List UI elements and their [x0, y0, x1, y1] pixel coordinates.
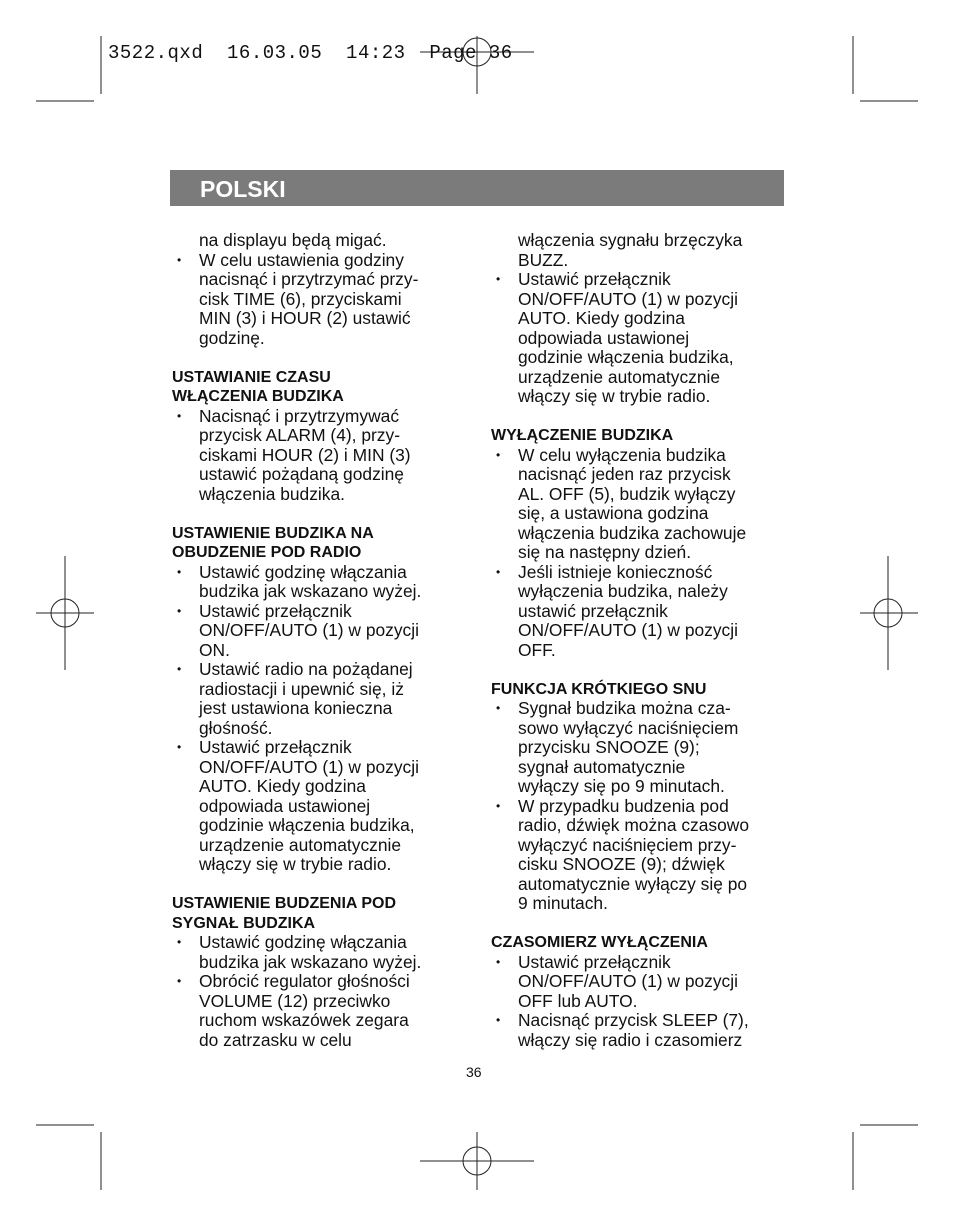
list-item	[491, 446, 783, 563]
bullet-icon: •	[177, 740, 182, 754]
bullet-list	[172, 563, 462, 875]
page-number: 36	[466, 1064, 482, 1080]
list-item	[172, 251, 462, 349]
intro-text: na displayu będą migać.	[199, 230, 387, 250]
section-heading: FUNKCJA KRÓTKIEGO SNU	[491, 680, 707, 698]
list-item	[491, 1011, 783, 1050]
list-item	[172, 407, 462, 505]
right-column	[491, 231, 783, 1050]
bullet-icon: •	[177, 408, 182, 423]
bullet-icon: •	[177, 603, 182, 618]
intro-text: włączenia sygnału brzęczyka BUZZ.	[518, 230, 743, 270]
bullet-icon: •	[177, 974, 182, 988]
registration-mark-right	[860, 556, 918, 670]
list-item-text: Nacisnąć przycisk SLEEP (7), włączy się radio i czasomierz	[518, 1010, 749, 1050]
list-item-text: Ustawić przełącznik ON/OFF/AUTO (1) w pozycji AUTO. Kiedy godzina odpowiada ustawionej godzinie włączenia budzika, urządzenie automatycznie włączy się w trybie radio.	[199, 737, 419, 874]
list-item-text: W celu ustawienia godziny nacisnąć i przytrzymać przy- cisk TIME (6), przyciskami MIN (3) i HOUR (2) ustawić godzinę.	[199, 249, 419, 348]
bullet-list	[172, 251, 462, 349]
bullet-icon: •	[496, 447, 501, 462]
bullet-icon: •	[496, 798, 501, 813]
registration-mark-bottom	[420, 1132, 534, 1190]
list-item-text: Obrócić regulator głośności VOLUME (12) przeciwko ruchom wskazówek zegara do zatrzasku w celu	[199, 971, 410, 1050]
list-item	[491, 270, 783, 407]
banner-title: POLSKI	[200, 176, 286, 202]
registration-mark-left	[36, 556, 94, 670]
list-item	[172, 972, 462, 1050]
list-item	[491, 953, 783, 1012]
section-heading: CZASOMIERZ WYŁĄCZENIA	[491, 934, 708, 951]
bullet-icon: •	[177, 252, 182, 267]
file-slug: 3522.qxd 16.03.05 14:23 Page 36	[108, 42, 513, 64]
list-item-text: Ustawić przełącznik ON/OFF/AUTO (1) w pozycji OFF lub AUTO.	[518, 951, 738, 1011]
bullet-icon: •	[496, 272, 501, 286]
bullet-icon: •	[496, 1013, 501, 1027]
list-item-text: Ustawić godzinę włączania budzika jak wskazano wyżej.	[199, 561, 422, 601]
bullet-list	[491, 953, 783, 1051]
section-heading: USTAWIENIE BUDZENIA POD SYGNAŁ BUDZIKA	[172, 895, 397, 932]
list-item-text: Jeśli istnieje konieczność wyłączenia budzika, należy ustawić przełącznik ON/OFF/AUTO (1) w pozycji OFF.	[518, 561, 738, 660]
bullet-list	[491, 446, 783, 661]
section-heading: USTAWIANIE CZASU WŁĄCZENIA BUDZIKA	[172, 368, 344, 405]
list-item-text: Ustawić przełącznik ON/OFF/AUTO (1) w pozycji ON.	[199, 600, 419, 660]
list-item	[172, 738, 462, 875]
bullet-icon: •	[496, 564, 501, 579]
bullet-list	[172, 407, 462, 505]
list-item	[491, 563, 783, 661]
list-item	[172, 602, 462, 661]
language-banner	[170, 170, 784, 206]
list-item	[172, 563, 462, 602]
list-item-text: Nacisnąć i przytrzymywać przycisk ALARM (4), przy- ciskami HOUR (2) i MIN (3) ustawić pożądaną godzinę włączenia budzika.	[199, 405, 411, 504]
bullet-list	[491, 699, 783, 914]
list-item-text: Sygnał budzika można cza- sowo wyłączyć naciśnięciem przycisku SNOOZE (9); sygnał automatycznie wyłączy się po 9 minutach.	[518, 698, 739, 796]
bullet-list	[491, 270, 783, 407]
section-heading: WYŁĄCZENIE BUDZIKA	[491, 427, 674, 444]
list-item-text: Ustawić godzinę włączania budzika jak wskazano wyżej.	[199, 932, 422, 972]
bullet-icon: •	[496, 954, 501, 969]
list-item	[491, 797, 783, 914]
bullet-list	[172, 933, 462, 1050]
list-item	[172, 660, 462, 738]
bullet-icon: •	[177, 564, 182, 579]
bullet-icon: •	[496, 701, 501, 715]
section-heading: USTAWIENIE BUDZIKA NA OBUDZENIE POD RADIO	[172, 524, 374, 561]
list-item	[172, 933, 462, 972]
list-item	[491, 699, 783, 797]
left-column	[172, 231, 462, 1050]
list-item-text: W przypadku budzenia pod radio, dźwięk można czasowo wyłączyć naciśnięciem przy- cisku SNOOZE (9); dźwięk automatycznie wyłączy się po 9 minutach.	[518, 795, 750, 913]
list-item-text: Ustawić przełącznik ON/OFF/AUTO (1) w pozycji AUTO. Kiedy godzina odpowiada ustawionej godzinie włączenia budzika, urządzenie automatycznie włączy się w trybie radio.	[518, 269, 738, 406]
list-item-text: Ustawić radio na pożądanej radiostacji i upewnić się, iż jest ustawiona konieczna głośność.	[199, 659, 413, 738]
list-item-text: W celu wyłączenia budzika nacisnąć jeden raz przycisk AL. OFF (5), budzik wyłączy się, a ustawiona godzina włączenia budzika zachowuje się na następny dzień.	[518, 444, 747, 562]
bullet-icon: •	[177, 662, 182, 676]
bullet-icon: •	[177, 935, 182, 949]
